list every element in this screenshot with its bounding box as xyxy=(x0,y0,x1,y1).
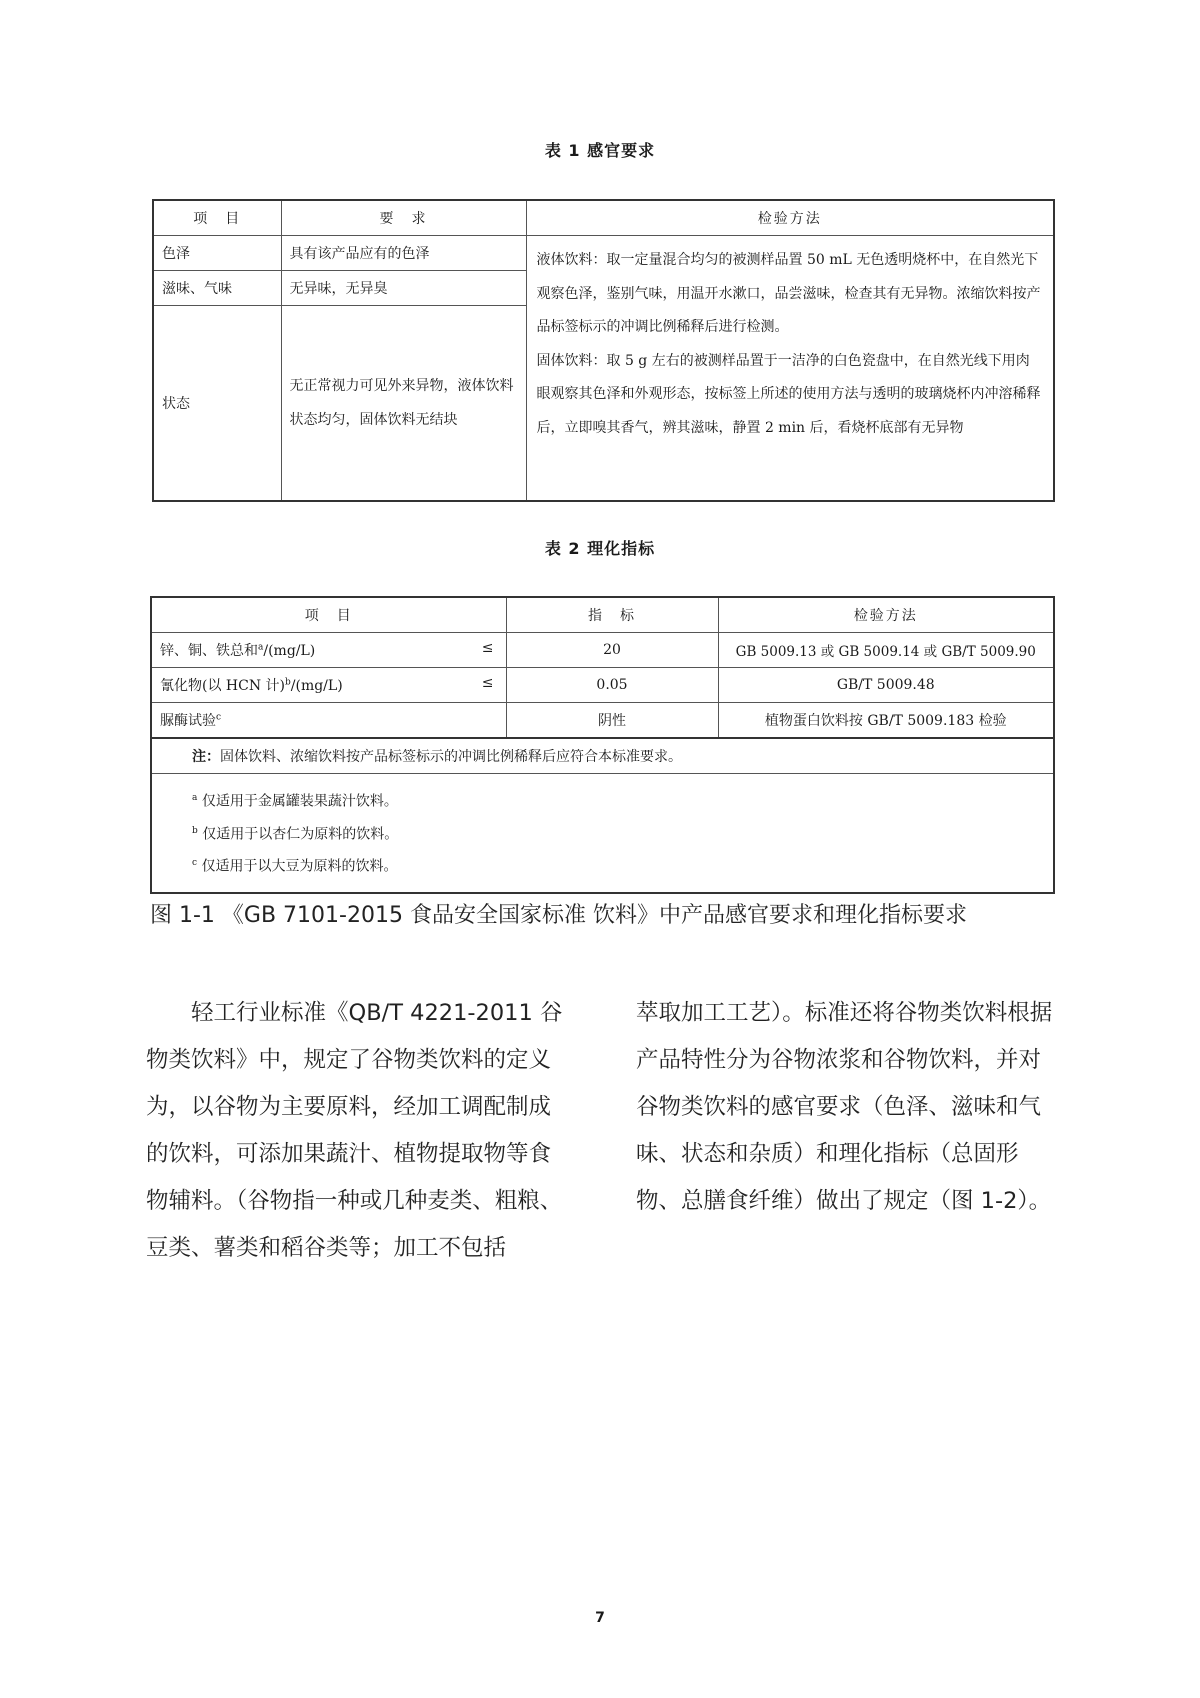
row-method: GB/T 5009.48 xyxy=(718,668,1054,703)
footnote: $^b$ 仅适用于以杏仁为原料的饮料。 xyxy=(192,825,399,843)
table-row xyxy=(151,703,1054,739)
table1-caption: 表 1 感官要求 xyxy=(544,141,656,160)
sensory-requirements-table xyxy=(152,199,1055,502)
row-item: 锌、铜、铁总和$^a$/(mg/L) ≤ xyxy=(151,633,506,668)
leq-symbol: ≤ xyxy=(481,675,494,691)
header-method: 检验方法 xyxy=(526,200,1054,236)
header-requirement: 要 求 xyxy=(281,200,526,236)
body-right-column xyxy=(636,990,1056,1225)
table-row xyxy=(151,668,1054,703)
row-value: 20 xyxy=(506,633,718,668)
row-item: 滋味、气味 xyxy=(153,271,281,306)
paragraph: 轻工行业标准《QB/T 4221-2011 谷物类饮料》中，规定了谷物类饮料的定义为，以谷物为主要原料，经加工调配制成的饮料，可添加果蔬汁、植物提取物等食物辅料。（谷物指一种或几种麦类、粗粮、豆类、薯类和稻谷类等；加工不包括 xyxy=(146,1000,563,1261)
body-left-column xyxy=(146,990,566,1272)
table2-caption: 表 2 理化指标 xyxy=(544,539,656,558)
row-method: GB 5009.13 或 GB 5009.14 或 GB/T 5009.90 xyxy=(718,633,1054,668)
row-item: 脲酶试验$^c$ xyxy=(151,703,506,739)
table-row xyxy=(153,236,1054,271)
page-number: 7 xyxy=(595,1610,605,1626)
method-solid: 固体饮料：取 5 g 左右的被测样品置于一洁净的白色瓷盘中，在自然光线下用肉眼观察其色泽和外观形态，按标签上所述的使用方法与透明的玻璃烧杯内冲溶稀释后，立即嗅其香气，辨其滋味，静置 2 min 后，看烧杯底部有无异物 xyxy=(536,352,1041,436)
table-header-row xyxy=(153,200,1054,236)
leq-symbol: ≤ xyxy=(481,640,494,656)
note-row xyxy=(151,738,1054,774)
header-indicator: 指 标 xyxy=(506,597,718,633)
figure-caption: 图 1-1 《GB 7101-2015 食品安全国家标准 饮料》中产品感官要求和理化指标要求 xyxy=(150,903,967,928)
footnote: $^a$ 仅适用于金属罐装果蔬汁饮料。 xyxy=(192,793,398,810)
row-requirement: 无异味，无异臭 xyxy=(281,271,526,306)
row-item: 氰化物(以 HCN 计)$^b$/(mg/L) ≤ xyxy=(151,668,506,703)
note-label: 注： xyxy=(192,749,220,765)
row-item: 状态 xyxy=(153,306,281,502)
table-header-row xyxy=(151,597,1054,633)
physicochemical-indicators-table xyxy=(150,596,1055,894)
row-item: 色泽 xyxy=(153,236,281,271)
method-liquid: 液体饮料：取一定量混合均匀的被测样品置 50 mL 无色透明烧杯中，在自然光下观察色泽，鉴别气味，用温开水漱口，品尝滋味，检查其有无异物。浓缩饮料按产品标签标示的冲调比例稀释后进行检测。 xyxy=(536,252,1041,335)
note-text: 固体饮料、浓缩饮料按产品标签标示的冲调比例稀释后应符合本标准要求。 xyxy=(220,749,682,765)
row-requirement: 无正常视力可见外来异物，液体饮料状态均匀，固体饮料无结块 xyxy=(281,306,526,502)
row-method: 植物蛋白饮料按 GB/T 5009.183 检验 xyxy=(718,703,1054,739)
footnotes-row xyxy=(151,774,1054,893)
row-value: 阴性 xyxy=(506,703,718,739)
header-item: 项 目 xyxy=(153,200,281,236)
row-requirement: 具有该产品应有的色泽 xyxy=(281,236,526,271)
table-row xyxy=(151,633,1054,668)
test-method-cell xyxy=(526,236,1054,502)
row-value: 0.05 xyxy=(506,668,718,703)
header-item: 项 目 xyxy=(151,597,506,633)
paragraph: 萃取加工工艺）。标准还将谷物类饮料根据产品特性分为谷物浓浆和谷物饮料，并对谷物类饮料的感官要求（色泽、滋味和气味、状态和杂质）和理化指标（总固形物、总膳食纤维）做出了规定（图 1-2）。 xyxy=(636,1000,1053,1214)
footnote: $^c$ 仅适用于以大豆为原料的饮料。 xyxy=(192,858,398,875)
header-method: 检验方法 xyxy=(718,597,1054,633)
